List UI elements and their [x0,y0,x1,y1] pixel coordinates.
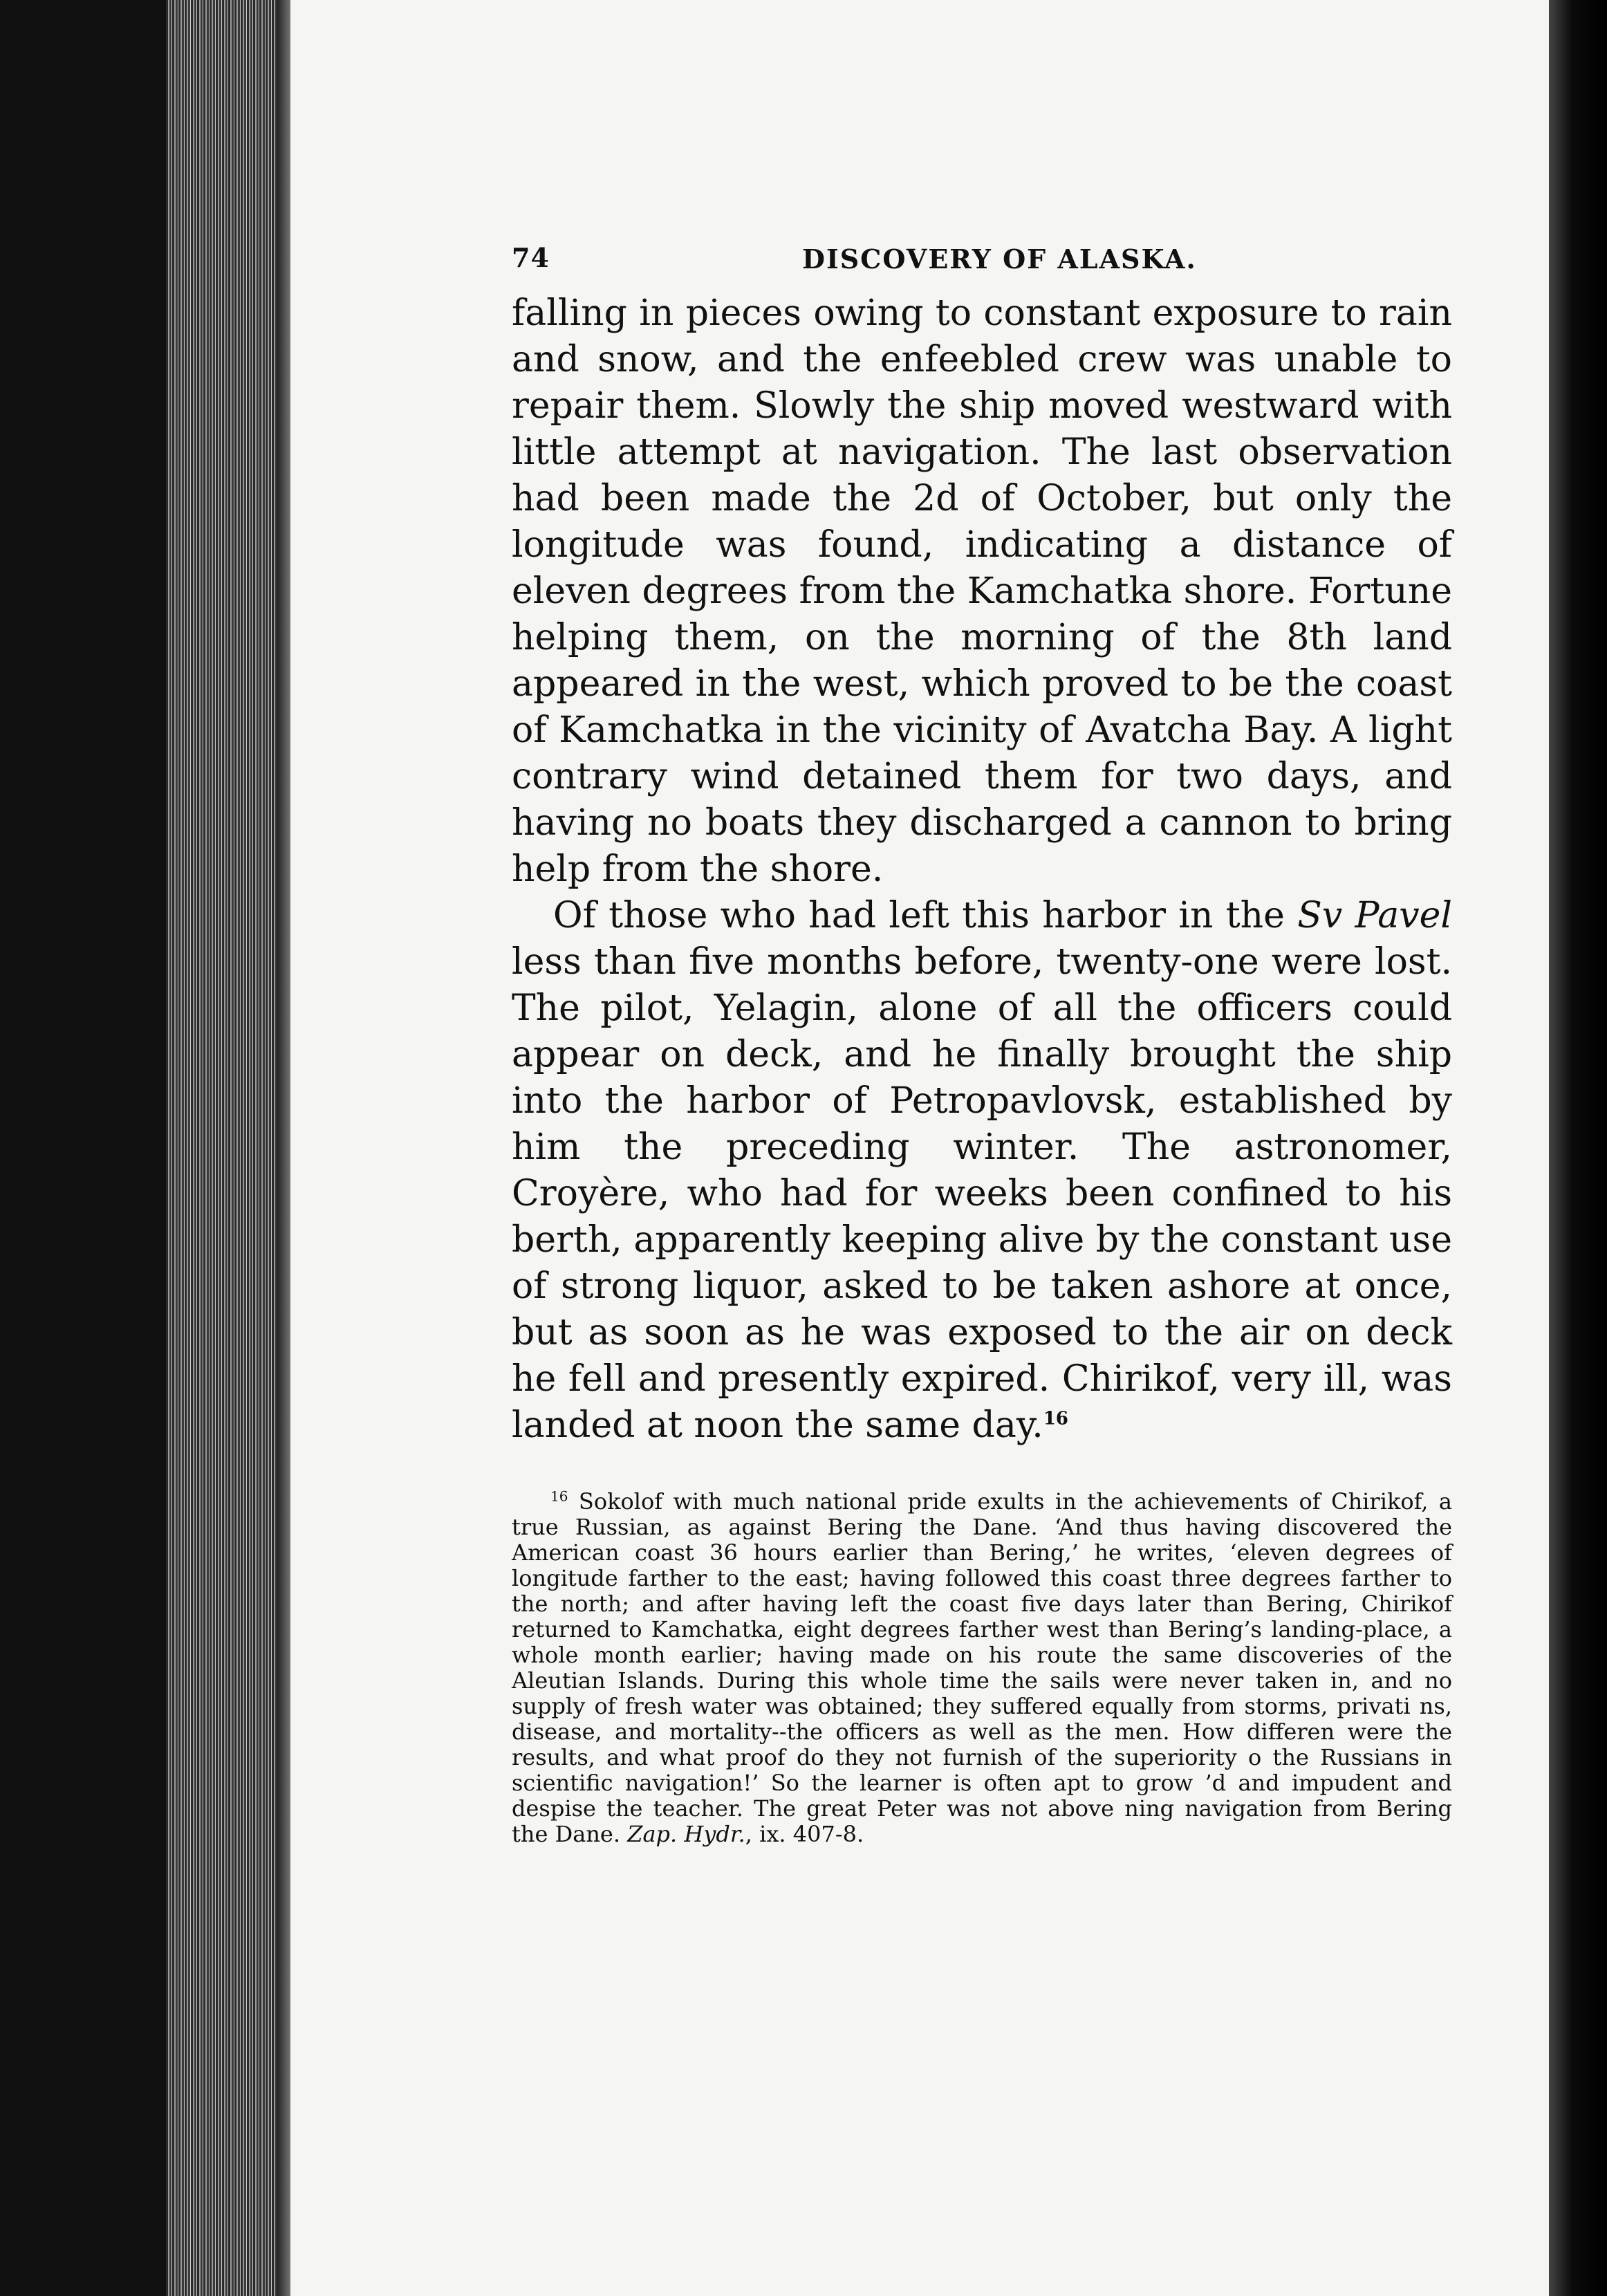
running-head [512,228,1452,290]
running-head-title: DISCOVERY OF ALASKA. [802,243,1197,275]
book-page-edges [166,0,284,2296]
right-page-edge [1549,0,1607,2296]
page-number: 74 [512,242,550,273]
footnote-citation-rest: , ix. 407-8. [745,1821,864,1847]
paragraph-1-text: falling in pieces owing to constant exposure to rain and snow, and the enfeebled crew was unable to repair them. Slowly the ship moved westward with little attempt at navigation. The last observation had been made the 2d of October, but only the longitude was found, indicating a distance of eleven degrees from the Kamchatka shore. Fortune helping them, on the morning of the 8th land appeared in the west, which proved to be the coast of Kamchatka in the vicinity of Avatcha Bay. A light contrary wind detained them for two days, and having no boats they discharged a cannon to bring help from the shore. [512,293,1452,890]
footnote [512,1489,1452,1847]
footnote-citation-title: Zap. Hydr. [627,1821,745,1847]
text-block [512,228,1452,1847]
footnote-reference: 16 [1043,1408,1069,1429]
ship-name: Sv Pavel [1297,895,1452,936]
body-paragraph-2 [512,893,1452,1449]
paragraph-2-text-start: Of those who had left this harbor in the [553,895,1285,936]
footnote-text: Sokolof with much national pride exults in the achievements of Chirikof, a true Russian, as against Bering the Dane. ‘And thus having discovered the American coast 36 hours earlier than Bering,’ he writes, ‘eleven degrees of longitude farther to the east; having followed this coast three degrees farther to the north; and after having left the coast five days later than Bering, Chirikof returned to Kamchatka, eight degrees farther west than Bering’s landing-place, a whole month earlier; having made on his route the same discoveries of the Aleutian Islands. During this whole time the sails were never taken in, and no supply of fresh water was obtained; they suffered equally from storms, privati ns, disease, and mortality--the officers as well as the men. How differen were the results, and what proof do they not furnish of the superiority o the Russians in scientific navigation!’ So the learner is often apt to grow ’d and impudent and despise the teacher. The great Peter was not above ning navigation from Bering the Dane. [512,1488,1453,1847]
body-paragraph-1 [512,290,1452,893]
footnote-marker: 16 [550,1488,568,1505]
paragraph-2-text-end: less than five months before, twenty-one were lost. The pilot, Yelagin, alone of all the officers could appear on deck, and he finally brought the ship into the harbor of Petropavlovsk, established by him the preceding winter. The astronomer, Croyère, who had for weeks been confined to his berth, apparently keeping alive by the constant use of strong liquor, asked to be taken ashore at once, but as soon as he was exposed to the air on deck he fell and presently expired. Chirikof, very ill, was landed at noon the same day. [512,941,1452,1446]
